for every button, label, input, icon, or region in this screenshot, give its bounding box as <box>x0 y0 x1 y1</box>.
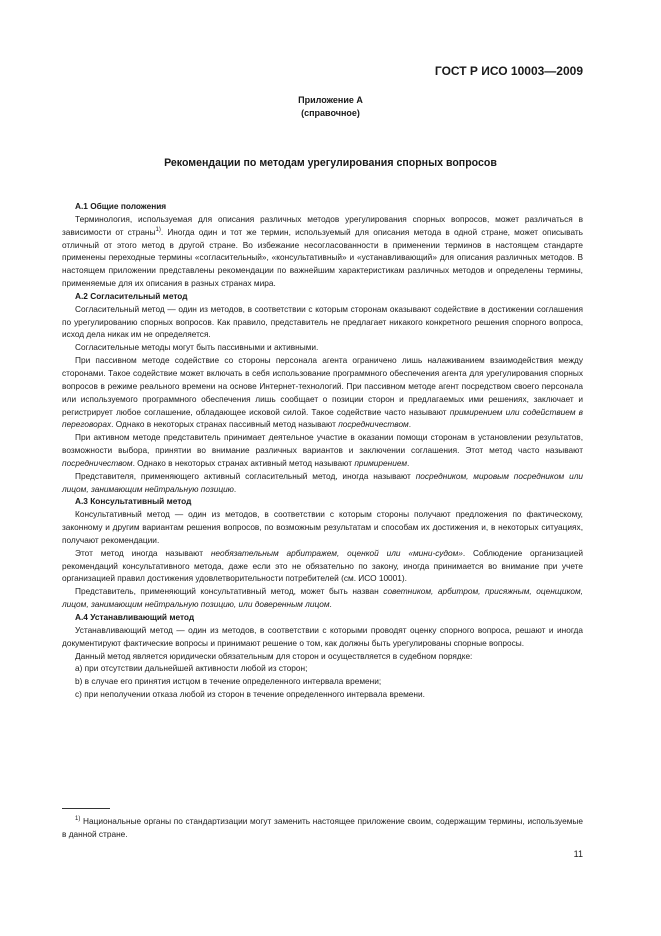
annex-subtitle: (справочное) <box>301 108 360 118</box>
footnote-ref: 1) <box>155 226 161 233</box>
page-title: Рекомендации по методам урегулирования спорных вопросов <box>164 157 497 169</box>
standard-header: ГОСТ Р ИСО 10003—2009 <box>434 64 583 78</box>
paragraph: Представителя, применяющего активный согласительный метод, иногда называют посредником, мировым посредником или лицом, занимающим нейтральную позицию. <box>62 470 583 494</box>
document-body <box>62 200 583 701</box>
paragraph: Согласительные методы могут быть пассивными и активными. <box>75 342 319 353</box>
list-item: b) в случае его принятия истцом в течение определенного интервала времени; <box>75 676 382 687</box>
paragraph: Этот метод иногда называют необязательным арбитражем, оценкой или «мини-судом». Соблюдение организацией рекомендаций консультативного метода, даже если это не обязательно по закону, иногда принимается во внимание при учете организацией правил достижения удовлетворительности потребителей (см. ИСО 10001). <box>62 547 583 584</box>
paragraph: Консультативный метод — один из методов, в соответствии с которым стороны получают предложения по фактическому, законному и другим вариантам решения вопросов, по возможным результатам и способам их достижения и, в некоторых ситуациях, получают рекомендации. <box>62 509 583 545</box>
paragraph: Терминология, используемая для описания различных методов урегулирования спорных вопросов, может различаться в зависимости от страны$^{1)}$. Иногда один и тот же термин, используемый для описания метода в одной стране, может описывать отличный от этого метод в другой стране. Во избежание несогласованности в применении терминов в настоящем стандарте применены переходные термины «согласительный», «консультативный» и «устанавливающий» для описания различных методов. В настоящем приложении представлены рекомендации по важнейшим характеристикам различных методов и определены термины, применяемые для их описания в разных странах мира. <box>62 213 583 289</box>
footnote-mark: 1) <box>75 816 81 823</box>
section-heading-a3: А.3 Консультативный метод <box>75 496 192 507</box>
page-number: 11 <box>573 849 583 859</box>
footnote-separator <box>62 808 110 809</box>
annex-title: Приложение А <box>298 95 363 105</box>
list-item: a) при отсутствии дальнейшей активности любой из сторон; <box>75 663 308 674</box>
section-heading-a1: А.1 Общие положения <box>75 201 167 211</box>
paragraph: Согласительный метод — один из методов, в соответствии с которым сторонам оказывают содействие в достижении соглашения по урегулированию спорных вопросов. Как правило, представитель не предлагает никакого конкретного решения спорного вопроса, исход дела никак им не определяется. <box>62 303 583 340</box>
list-item: c) при неполучении отказа любой из сторон в течение определенного интервала времени. <box>75 689 425 700</box>
section-heading-a2: А.2 Согласительный метод <box>75 290 188 301</box>
section-heading-a4: А.4 Устанавливающий метод <box>75 612 195 622</box>
paragraph: Данный метод является юридически обязательным для сторон и осуществляется в судебном порядке: <box>75 650 473 661</box>
paragraph: При пассивном методе содействие со стороны персонала агента ограничено лишь налаживанием взаимодействия между сторонами. Такое содействие может включать в себя использование программного обеспечения агента для урегулирования спорных вопросов в режиме реального времени на основе Интернет-технологий. При пассивном методе агент посредством своего персонала или используемого программного обеспечения лишь сообщает о позиции сторон и предлагаемых ими решениях, заключает и регистрирует любое соглашение, обладающее исковой силой. Такое содействие часто называют примирением или содействием в переговорах. Однако в некоторых странах пассивный метод называют посредничеством. <box>62 355 583 430</box>
paragraph: Представитель, применяющий консультативный метод, может быть назван советником, арбитром, присяжным, оценщиком, лицом, занимающим нейтральную позицию, или доверенным лицом. <box>62 586 583 610</box>
footnote: $^{1)}$ Национальные органы по стандартизации могут заменить настоящее приложение своим, содержащим термины, используемые в данной стране. <box>62 816 583 839</box>
paragraph: Устанавливающий метод — один из методов, в соответствии с которыми проводят оценку спорного вопроса, решают и иногда документируют фактические вопросы и принимают решение о том, как должны быть урегулированы спорные вопросы. <box>62 624 583 648</box>
paragraph: При активном методе представитель принимает деятельное участие в оказании помощи сторонам в установлении результатов, возможности выбора, принятии во внимание различных вариантов и заключении соглашения. Этот метод часто называют посредничеством. Однако в некоторых странах активный метод называют примирением. <box>62 432 583 468</box>
